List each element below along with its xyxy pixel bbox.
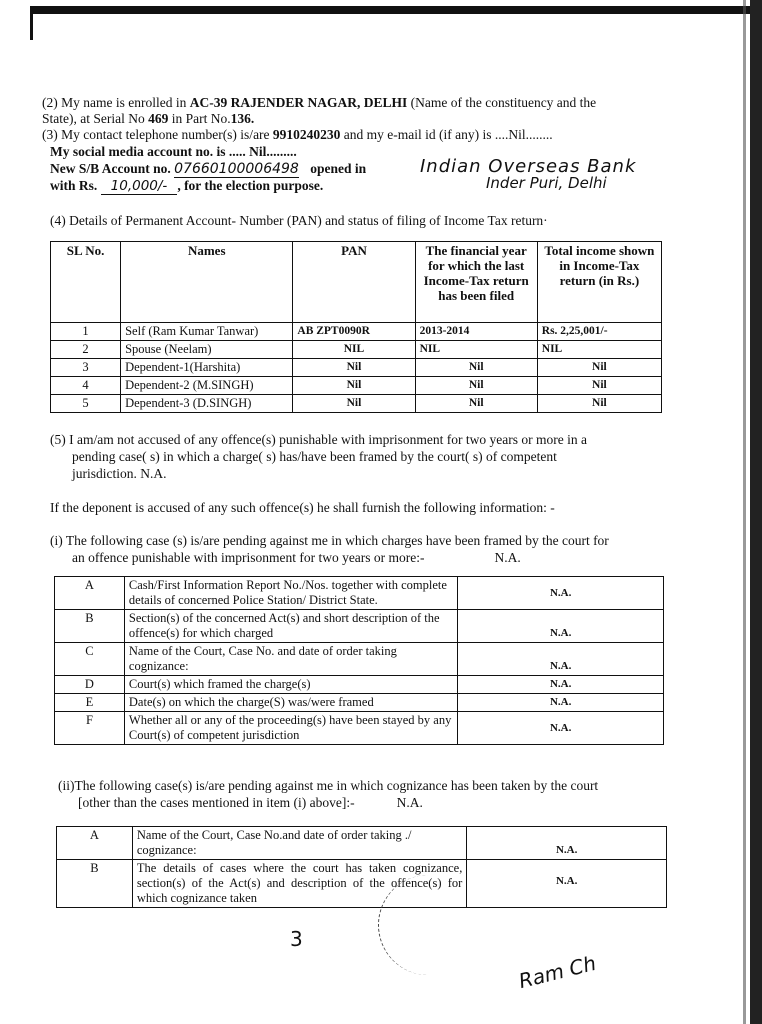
para2-line2: State), at Serial No 469 in Part No.136.	[42, 111, 255, 126]
table-row	[55, 577, 664, 610]
cell-pan: Nil	[293, 377, 415, 395]
page-number: 3	[290, 927, 303, 951]
item-ii-line2: [other than the cases mentioned in item (i) above]:- N.A.	[78, 795, 423, 810]
pan-table-header-row	[51, 242, 662, 323]
row-label: A	[57, 827, 133, 860]
scan-edge-right	[750, 0, 762, 1024]
row-value: N.A.	[467, 860, 667, 908]
cell-year: 2013-2014	[415, 323, 537, 341]
table-row	[51, 359, 662, 377]
cell-slno: 3	[51, 359, 121, 377]
scan-edge-top	[30, 6, 762, 14]
cell-slno: 2	[51, 341, 121, 359]
cell-income: Rs. 2,25,001/-	[537, 323, 661, 341]
para2-line1: (2) My name is enrolled in AC-39 RAJENDER NAGAR, DELHI (Name of the constituency and the	[42, 95, 597, 110]
cell-slno: 4	[51, 377, 121, 395]
scan-edge-tick	[30, 6, 33, 40]
account-line: New S/B Account no. 07660100006498 opened in	[50, 161, 367, 177]
cell-name: Dependent-1(Harshita)	[121, 359, 293, 377]
para5-line1: (5) I am/am not accused of any offence(s) punishable with imprisonment for two years or more in a	[50, 432, 587, 447]
col-header-names: Names	[121, 242, 293, 323]
table-row	[55, 676, 664, 694]
scan-edge-right-inner	[743, 0, 746, 1024]
row-value: N.A.	[458, 577, 664, 610]
cell-pan: Nil	[293, 395, 415, 413]
cell-income: Nil	[537, 359, 661, 377]
row-label: B	[55, 610, 125, 643]
row-description: The details of cases where the court has taken cognizance, section(s) of the Act(s) and description of the offence(s) for which cognizance taken	[132, 860, 466, 908]
cell-name: Dependent-3 (D.SINGH)	[121, 395, 293, 413]
table-row	[51, 395, 662, 413]
cell-slno: 5	[51, 395, 121, 413]
row-description: Name of the Court, Case No. and date of order taking cognizance:	[124, 643, 457, 676]
cell-pan: AB ZPT0090R	[293, 323, 415, 341]
cell-name: Spouse (Neelam)	[121, 341, 293, 359]
charges-table	[54, 576, 664, 745]
para5-line3: jurisdiction. N.A.	[72, 466, 167, 481]
col-header-total-income: Total income shown in Income-Tax return (in Rs.)	[537, 242, 661, 323]
cell-name: Self (Ram Kumar Tanwar)	[121, 323, 293, 341]
cell-year: Nil	[415, 395, 537, 413]
row-description: Section(s) of the concerned Act(s) and short description of the offence(s) for which charged	[124, 610, 457, 643]
seal-stamp-icon	[378, 875, 469, 975]
table-row	[57, 860, 667, 908]
deponent-line: If the deponent is accused of any such offence(s) he shall furnish the following information: -	[50, 500, 555, 515]
table-row	[55, 712, 664, 745]
row-value: N.A.	[467, 827, 667, 860]
row-label: A	[55, 577, 125, 610]
row-label: F	[55, 712, 125, 745]
table-row	[55, 610, 664, 643]
row-description: Whether all or any of the proceeding(s) have been stayed by any Court(s) of competent jurisdiction	[124, 712, 457, 745]
cell-income: Nil	[537, 395, 661, 413]
table-row	[51, 341, 662, 359]
row-label: C	[55, 643, 125, 676]
col-header-financial-year: The financial year for which the last Income-Tax return has been filed	[415, 242, 537, 323]
row-value: N.A.	[458, 712, 664, 745]
item-i-line1: (i) The following case (s) is/are pending against me in which charges have been framed by the court for	[50, 533, 609, 548]
cell-year: Nil	[415, 359, 537, 377]
col-header-pan: PAN	[293, 242, 415, 323]
row-description: Court(s) which framed the charge(s)	[124, 676, 457, 694]
cognizance-table	[56, 826, 667, 908]
row-description: Cash/First Information Report No./Nos. together with complete details of concerned Police Station/ District State.	[124, 577, 457, 610]
cell-name: Dependent-2 (M.SINGH)	[121, 377, 293, 395]
row-value: N.A.	[458, 676, 664, 694]
cell-slno: 1	[51, 323, 121, 341]
cell-pan: Nil	[293, 359, 415, 377]
social-media-line: My social media account no. is ..... Nil.........	[50, 144, 297, 159]
row-value: N.A.	[458, 694, 664, 712]
cell-pan: NIL	[293, 341, 415, 359]
row-label: D	[55, 676, 125, 694]
cell-year: Nil	[415, 377, 537, 395]
table-row	[55, 643, 664, 676]
cell-income: NIL	[537, 341, 661, 359]
table-row	[51, 377, 662, 395]
cell-year: NIL	[415, 341, 537, 359]
cell-income: Nil	[537, 377, 661, 395]
branch-handwritten: Inder Puri, Delhi	[486, 174, 607, 192]
row-value: N.A.	[458, 643, 664, 676]
col-header-slno: SL No.	[51, 242, 121, 323]
para5-line2: pending case( s) in which a charge( s) has/have been framed by the court( s) of competent	[72, 449, 557, 464]
amount-line: with Rs. 10,000/- , for the election purpose.	[50, 178, 324, 194]
row-label: E	[55, 694, 125, 712]
row-value: N.A.	[458, 610, 664, 643]
para3-line1: (3) My contact telephone number(s) is/are 9910240230 and my e-mail id (if any) is ....Nil........	[42, 127, 553, 142]
pan-table	[50, 241, 662, 413]
bank-name-handwritten: Indian Overseas Bank	[420, 156, 637, 177]
item-i-line2: an offence punishable with imprisonment for two years or more:- N.A.	[72, 550, 521, 565]
row-description: Date(s) on which the charge(S) was/were framed	[124, 694, 457, 712]
signature: Ram Ch	[516, 950, 599, 994]
item-ii-line1: (ii)The following case(s) is/are pending against me in which cognizance has been taken by the court	[58, 778, 599, 793]
row-label: B	[57, 860, 133, 908]
table-row	[57, 827, 667, 860]
row-description: Name of the Court, Case No.and date of order taking ./ cognizance:	[132, 827, 466, 860]
para4-heading: (4) Details of Permanent Account- Number (PAN) and status of filing of Income Tax return·	[50, 213, 548, 228]
table-row	[55, 694, 664, 712]
table-row	[51, 323, 662, 341]
